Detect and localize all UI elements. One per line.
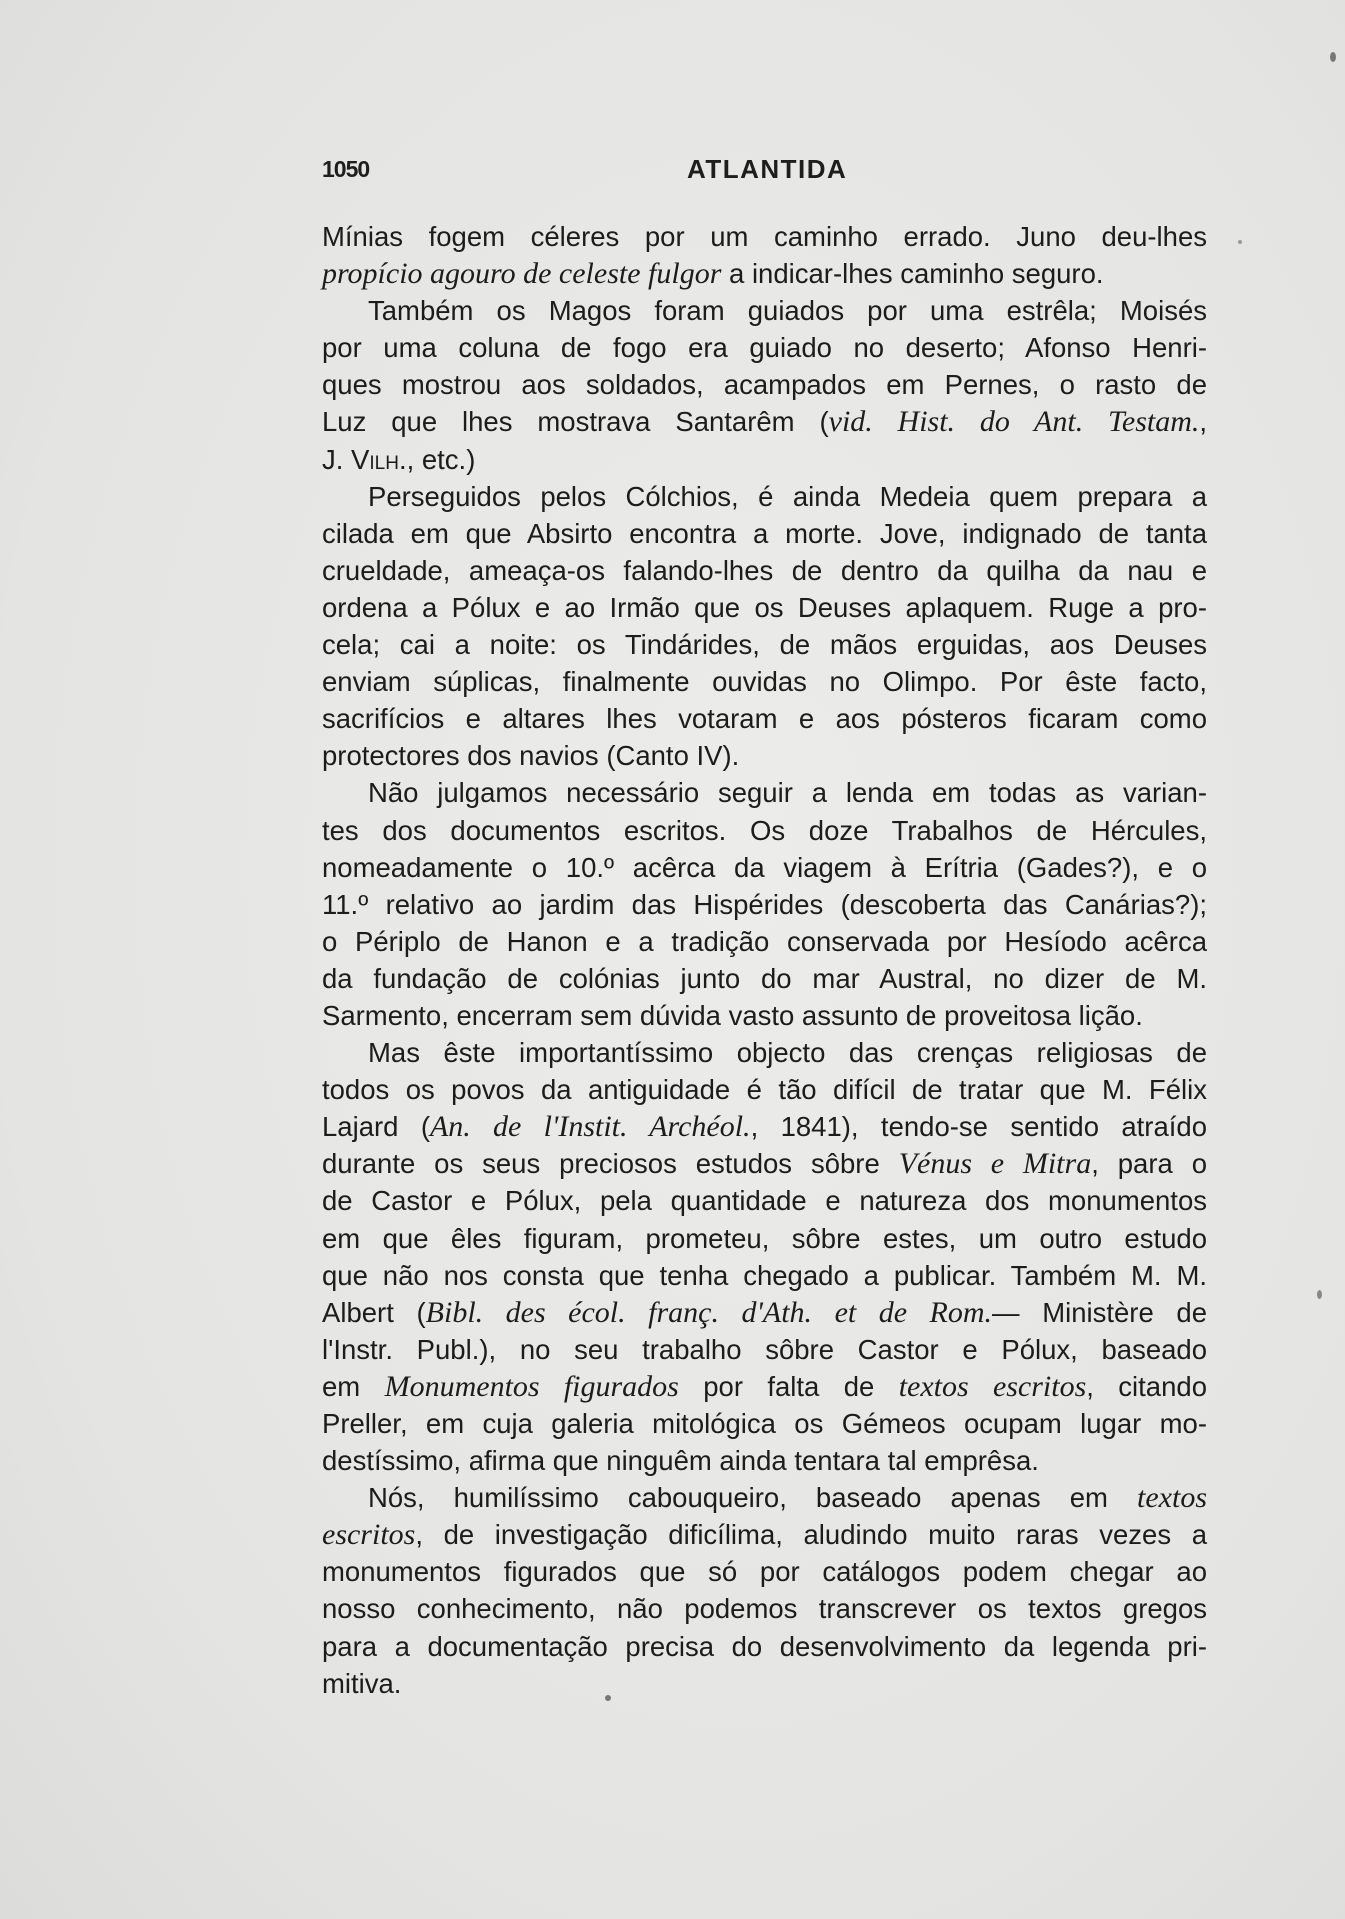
text-line bbox=[322, 515, 1207, 552]
text-line bbox=[322, 1257, 1207, 1294]
text-line bbox=[322, 1108, 1207, 1145]
text-run: , citando bbox=[1086, 1370, 1207, 1402]
text-run: de Castor e Pólux, pela quantidade e natureza dos monumentos bbox=[322, 1185, 1207, 1217]
text-run: Também os Magos foram guiados por uma estrêla; Moisés bbox=[368, 295, 1207, 327]
text-line bbox=[322, 1628, 1207, 1665]
italic-text: Bibl. des écol. franç. d'Ath. et de Rom. bbox=[425, 1295, 993, 1329]
body-text bbox=[322, 218, 1207, 1702]
text-run: nosso conhecimento, não podemos transcrever os textos gregos bbox=[322, 1593, 1207, 1625]
text-line bbox=[322, 1220, 1207, 1257]
text-line bbox=[322, 1479, 1207, 1516]
text-run: crueldade, ameaça-os falando-lhes de dentro da quilha da nau e bbox=[322, 554, 1207, 586]
text-run: Sarmento, encerram sem dúvida vasto assunto de proveitosa lição. bbox=[322, 999, 1143, 1031]
text-run: destíssimo, afirma que ninguêm ainda tentara tal emprêsa. bbox=[322, 1445, 1039, 1477]
text-run: cilada em que Absirto encontra a morte. Jove, indignado de tanta bbox=[322, 517, 1207, 549]
italic-text: textos escritos bbox=[898, 1369, 1087, 1403]
text-run: sacrifícios e altares lhes votaram e aos pósteros ficaram como bbox=[322, 703, 1207, 735]
text-line bbox=[322, 997, 1207, 1034]
paper-speck bbox=[605, 1695, 611, 1701]
text-run: por uma coluna de fogo era guiado no deserto; Afonso Henri- bbox=[322, 332, 1207, 364]
text-line bbox=[322, 812, 1207, 849]
text-run: Preller, em cuja galeria mitológica os Gémeos ocupam lugar mo- bbox=[322, 1408, 1207, 1439]
text-line bbox=[322, 1442, 1207, 1479]
text-line bbox=[322, 441, 1207, 478]
text-line bbox=[322, 960, 1207, 997]
italic-text: Monumentos figurados bbox=[384, 1369, 679, 1403]
paper-speck bbox=[1330, 52, 1336, 62]
text-line bbox=[322, 923, 1207, 960]
text-line bbox=[322, 1294, 1207, 1331]
text-run: todos os povos da antiguidade é tão difícil de tratar que M. Félix bbox=[322, 1074, 1207, 1106]
text-line bbox=[322, 1368, 1207, 1405]
small-caps-text: Vilh bbox=[351, 443, 399, 475]
text-run: ordena a Pólux e ao Irmão que os Deuses aplaquem. Ruge a pro- bbox=[322, 591, 1207, 623]
text-run: por falta de bbox=[678, 1370, 899, 1402]
text-line bbox=[322, 849, 1207, 886]
text-run: cela; cai a noite: os Tindárides, de mãos erguidas, aos Deuses bbox=[322, 629, 1207, 661]
text-line bbox=[322, 886, 1207, 923]
text-line bbox=[322, 218, 1207, 255]
text-run: 11.º relativo ao jardim das Hispérides (descoberta das Canárias?); bbox=[322, 888, 1207, 920]
text-line bbox=[322, 403, 1207, 440]
text-line bbox=[322, 663, 1207, 700]
text-run: — Ministère de bbox=[992, 1296, 1207, 1328]
text-run: para a documentação precisa do desenvolvimento da legenda pri- bbox=[322, 1630, 1207, 1662]
text-line bbox=[322, 366, 1207, 403]
italic-text: escritos bbox=[322, 1518, 416, 1552]
paper-speck bbox=[1317, 1290, 1322, 1299]
text-line bbox=[322, 1553, 1207, 1590]
text-run: protectores dos navios (Canto IV). bbox=[322, 740, 740, 772]
text-line bbox=[322, 1590, 1207, 1627]
text-line bbox=[322, 552, 1207, 589]
text-run: nomeadamente o 10.º acêrca da viagem à Erítria (Gades?), e o bbox=[322, 851, 1207, 883]
text-run: em que êles figuram, prometeu, sôbre estes, um outro estudo bbox=[322, 1222, 1207, 1254]
paper-speck bbox=[1238, 240, 1242, 244]
text-line bbox=[322, 1665, 1207, 1702]
text-run: Mas êste importantíssimo objecto das crenças religiosas de bbox=[368, 1037, 1207, 1069]
text-line bbox=[322, 589, 1207, 626]
text-run: l'Instr. Publ.), no seu trabalho sôbre Castor e Pólux, baseado bbox=[322, 1333, 1207, 1365]
text-line bbox=[322, 1331, 1207, 1368]
text-line bbox=[322, 1516, 1207, 1553]
text-run: Luz que lhes mostrava Santarêm ( bbox=[322, 406, 829, 438]
text-run: ques mostrou aos soldados, acampados em Pernes, o rasto de bbox=[322, 369, 1207, 401]
italic-text: textos bbox=[1137, 1481, 1207, 1515]
text-run: Nós, humilíssimo cabouqueiro, baseado apenas em bbox=[368, 1482, 1138, 1514]
text-run: enviam súplicas, finalmente ouvidas no Olimpo. Por êste facto, bbox=[322, 666, 1207, 698]
text-run: Lajard ( bbox=[322, 1111, 430, 1143]
text-run: mitiva. bbox=[322, 1667, 402, 1699]
text-line bbox=[322, 329, 1207, 366]
text-line bbox=[322, 1405, 1207, 1442]
text-line bbox=[322, 1034, 1207, 1071]
italic-text: vid. Hist. do Ant. Testam. bbox=[828, 405, 1200, 439]
running-title: ATLANTIDA bbox=[687, 154, 848, 184]
text-line bbox=[322, 255, 1207, 292]
text-line bbox=[322, 626, 1207, 663]
text-run: da fundação de colónias junto do mar Austral, no dizer de M. bbox=[322, 962, 1207, 994]
text-run: Não julgamos necessário seguir a lenda em todas as varian- bbox=[368, 777, 1207, 809]
text-run: ., etc.) bbox=[398, 443, 476, 475]
text-run: em bbox=[322, 1370, 385, 1402]
text-line bbox=[322, 700, 1207, 737]
text-line bbox=[322, 292, 1207, 329]
text-line bbox=[322, 1145, 1207, 1182]
italic-text: Vénus e Mitra bbox=[898, 1147, 1092, 1181]
text-line bbox=[322, 1071, 1207, 1108]
text-run: durante os seus preciosos estudos sôbre bbox=[322, 1148, 899, 1180]
text-line bbox=[322, 478, 1207, 515]
text-line bbox=[322, 1182, 1207, 1219]
text-run: Albert ( bbox=[322, 1296, 426, 1328]
text-run: , para o bbox=[1091, 1148, 1208, 1180]
text-line bbox=[322, 774, 1207, 811]
text-run: que não nos consta que tenha chegado a publicar. Também M. M. bbox=[322, 1259, 1207, 1291]
text-run: a indicar-lhes caminho seguro. bbox=[721, 258, 1104, 290]
text-run: , 1841), tendo-se sentido atraído bbox=[750, 1111, 1207, 1143]
text-run: o Périplo de Hanon e a tradição conservada por Hesíodo acêrca bbox=[322, 925, 1207, 957]
text-line bbox=[322, 737, 1207, 774]
italic-text: propício agouro de celeste fulgor bbox=[322, 257, 722, 291]
italic-text: An. de l'Instit. Archéol. bbox=[429, 1110, 751, 1144]
text-run: tes dos documentos escritos. Os doze Trabalhos de Hércules, bbox=[322, 814, 1207, 846]
page-number: 1050 bbox=[322, 156, 370, 182]
text-run: , bbox=[1199, 406, 1208, 438]
text-run: monumentos figurados que só por catálogos podem chegar ao bbox=[322, 1556, 1207, 1588]
text-run: Perseguidos pelos Cólchios, é ainda Medeia quem prepara a bbox=[368, 480, 1207, 512]
page-header bbox=[322, 150, 1207, 190]
text-run: J. bbox=[322, 443, 352, 475]
text-run: , de investigação dificílima, aludindo muito raras vezes a bbox=[415, 1519, 1207, 1551]
text-run: Mínias fogem céleres por um caminho errado. Juno deu-lhes bbox=[322, 221, 1207, 252]
